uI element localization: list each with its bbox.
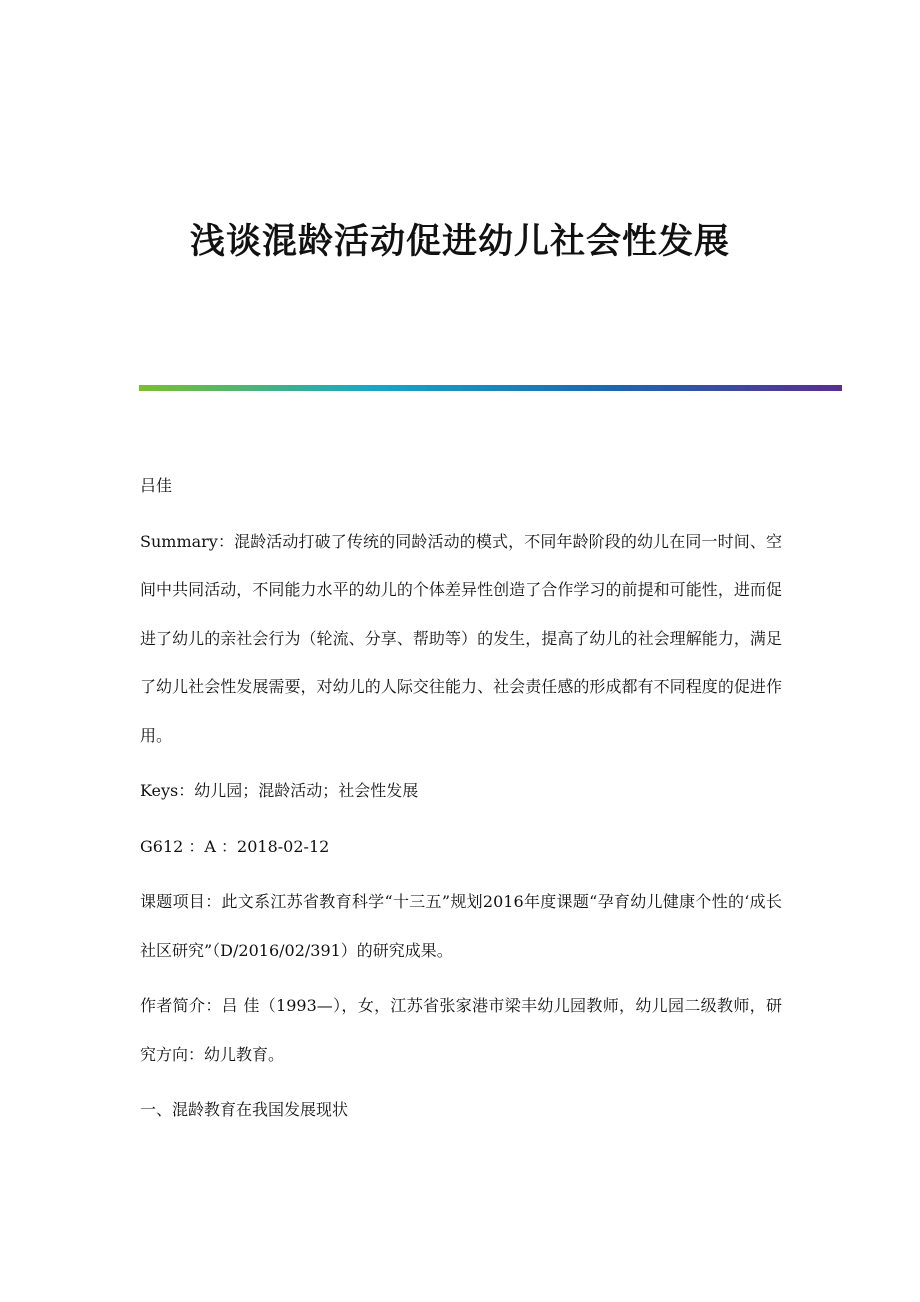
document-title: 浅谈混龄活动促进幼儿社会性发展 [189,221,730,262]
author-name: 吕佳 [140,476,173,495]
keywords-line: Keys：幼儿园；混龄活动；社会性发展 [140,781,419,800]
section-heading: 一、混龄教育在我国发展现状 [140,1100,349,1119]
classification-line: G612 ：A ：2018-02-12 [140,836,330,856]
title-divider [139,385,842,391]
document-body [140,462,782,1142]
summary-paragraph: Summary：混龄活动打破了传统的同龄活动的模式，不同年龄阶段的幼儿在同一时间、空间中共同活动，不同能力水平的幼儿的个体差异性创造了合作学习的前提和可能性，进而促进了幼儿的亲社会行为（轮流、分享、帮助等）的发生，提高了幼儿的社会理解能力，满足了幼儿社会性发展需要，对幼儿的人际交往能力、社会责任感的形成都有不同程度的促进作用。 [140,531,782,745]
project-paragraph: 课题项目：此文系江苏省教育科学“十三五”规划2016年度课题“孕育幼儿健康个性的‘成长社区研究”（D/2016/02/391）的研究成果。 [140,892,782,960]
author-bio-paragraph: 作者简介：吕 佳（1993—），女，江苏省张家港市梁丰幼儿园教师，幼儿园二级教师，研究方向：幼儿教育。 [140,996,782,1064]
